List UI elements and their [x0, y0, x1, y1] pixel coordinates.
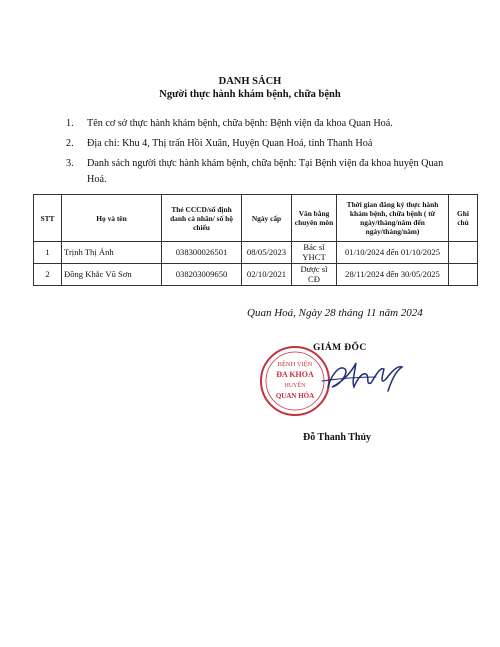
list-number: 3. — [66, 158, 74, 169]
table-row — [34, 264, 478, 286]
list-item — [66, 136, 456, 152]
list-text: Tên cơ sở thực hành khám bệnh, chữa bệnh: Bệnh viện đa khoa Quan Hoá. — [87, 118, 393, 129]
practitioner-table — [33, 194, 478, 286]
header-name: Họ và tên — [62, 195, 162, 242]
header-period: Thời gian đăng ký thực hành khám bệnh, chữa bệnh ( từ ngày/tháng/năm đến ngày/tháng/năm) — [337, 195, 449, 242]
header-degree: Văn bằng chuyên môn — [292, 195, 337, 242]
seal-text-mid1: ĐA KHOA — [276, 370, 314, 379]
cell-id: 038300026501 — [162, 242, 242, 264]
cell-period: 28/11/2024 đến 30/05/2025 — [337, 264, 449, 286]
cell-stt: 1 — [34, 242, 62, 264]
cell-note — [449, 264, 478, 286]
header-date: Ngày cấp — [242, 195, 292, 242]
cell-name: Đồng Khắc Vũ Sơn — [62, 264, 162, 286]
seal-text-mid2: HUYỆN — [284, 383, 306, 389]
header-stt: STT — [34, 195, 62, 242]
cell-date: 02/10/2021 — [242, 264, 292, 286]
cell-note — [449, 242, 478, 264]
signer-name: Đỗ Thanh Thủy — [303, 432, 372, 443]
info-list — [66, 116, 456, 192]
director-title: GIÁM ĐỐC — [313, 343, 367, 353]
list-item — [66, 116, 456, 132]
cell-degree: Bác sĩ YHCT — [292, 242, 337, 264]
list-item — [66, 156, 456, 188]
cell-period: 01/10/2024 đến 01/10/2025 — [337, 242, 449, 264]
table-row — [34, 242, 478, 264]
list-number: 1. — [66, 118, 74, 129]
list-text: Danh sách người thực hành khám bệnh, chữa bệnh: Tại Bệnh viện đa khoa huyện Quan Hoá. — [87, 158, 444, 185]
list-text: Địa chỉ: Khu 4, Thị trấn Hồi Xuân, Huyện Quan Hoá, tỉnh Thanh Hoá — [87, 138, 373, 149]
seal-text-top: BỆNH VIỆN — [277, 361, 313, 368]
seal-text-bottom: QUAN HÓA — [275, 392, 315, 400]
cell-id: 038203009650 — [162, 264, 242, 286]
document-subtitle: Người thực hành khám bệnh, chữa bệnh — [159, 89, 341, 100]
table-header-row — [34, 195, 478, 242]
cell-date: 08/05/2023 — [242, 242, 292, 264]
cell-degree: Dược sĩ CĐ — [292, 264, 337, 286]
header-note: Ghi chú — [449, 195, 478, 242]
document-title: DANH SÁCH — [218, 76, 282, 87]
list-number: 2. — [66, 138, 74, 149]
signature — [318, 357, 410, 395]
cell-stt: 2 — [34, 264, 62, 286]
place-date: Quan Hoá, Ngày 28 tháng 11 năm 2024 — [247, 307, 423, 319]
cell-name: Trịnh Thị Ánh — [62, 242, 162, 264]
header-id: Thẻ CCCD/số định danh cá nhân/ số hộ chiếu — [162, 195, 242, 242]
